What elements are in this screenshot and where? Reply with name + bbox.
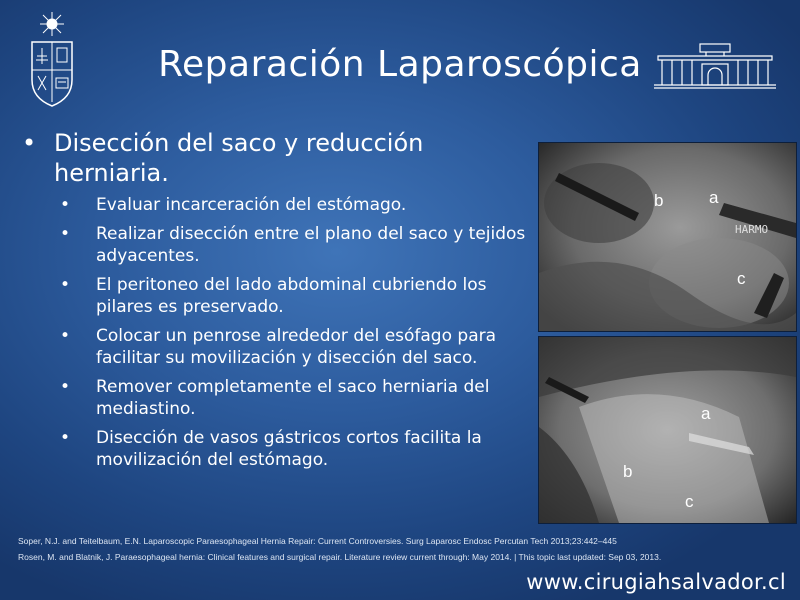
reference-line: Soper, N.J. and Teitelbaum, E.N. Laparoscopic Paraesophageal Hernia Repair: Current Controversies. Surg Laparosc Endosc Percutan Tech 2013;23:442–445 (18, 536, 617, 546)
instrument-text: HARMO (735, 223, 769, 236)
bullet-symbol: • (60, 428, 71, 448)
sub-bullet (22, 194, 537, 216)
sub-bullet (22, 274, 537, 318)
main-bullet-text: Disección del saco y reducción herniaria. (54, 129, 424, 187)
sub-bullet-text: Realizar disección entre el plano del saco y tejidos adyacentes. (96, 224, 526, 266)
sub-bullet-text: Remover completamente el saco herniaria del mediastino. (96, 377, 490, 419)
sub-bullet (22, 376, 537, 420)
website-url: www.cirugiahsalvador.cl (526, 570, 786, 594)
sub-bullet (22, 325, 537, 369)
sub-bullet (22, 223, 537, 267)
bullet-content (22, 128, 537, 478)
photo2-label-a: a (701, 404, 711, 423)
laparoscopic-photo-1 (538, 142, 797, 332)
slide-title: Reparación Laparoscópica (158, 44, 642, 85)
references (18, 533, 798, 565)
bullet-symbol: • (60, 326, 71, 346)
bullet-symbol: • (60, 224, 71, 244)
photo1-label-c: c (737, 269, 746, 288)
sub-bullet-text: Colocar un penrose alrededor del esófago para facilitar su movilización y disección del saco. (96, 326, 497, 368)
photo1-label-a: a (709, 188, 719, 207)
sub-bullet (22, 427, 537, 471)
bullet-symbol: • (22, 129, 37, 157)
bullet-symbol: • (60, 377, 71, 397)
photo2-label-c: c (685, 492, 694, 511)
photo2-label-b: b (623, 462, 633, 481)
sub-bullet-text: Disección de vasos gástricos cortos facilita la movilización del estómago. (96, 428, 482, 470)
sub-bullet-text: Evaluar incarceración del estómago. (96, 195, 407, 215)
laparoscopic-photo-2 (538, 336, 797, 524)
sub-bullet-text: El peritoneo del lado abdominal cubriendo los pilares es preservado. (96, 275, 487, 317)
bullet-symbol: • (60, 275, 71, 295)
reference-line: Rosen, M. and Blatnik, J. Paraesophageal hernia: Clinical features and surgical repair. Literature review current through: May 2014. | This topic last updated: Sep 03, 2013. (18, 552, 662, 562)
sub-bullet-list (22, 194, 537, 471)
bullet-symbol: • (60, 195, 71, 215)
photo1-label-b: b (654, 191, 664, 210)
main-bullet (22, 128, 537, 188)
